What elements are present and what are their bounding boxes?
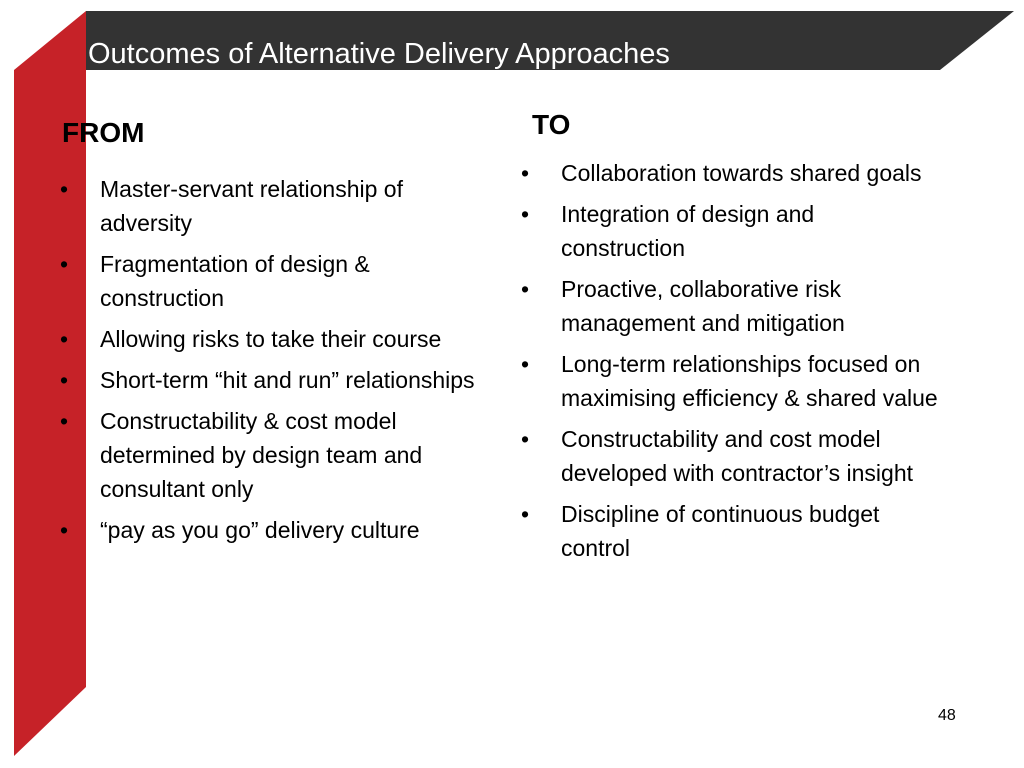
bullet-icon: • — [60, 326, 69, 352]
from-item-text: Master-servant relationship of adversity — [100, 176, 403, 236]
from-list-item — [60, 172, 480, 240]
bullet-icon: • — [60, 176, 69, 202]
to-heading: TO — [532, 109, 571, 140]
bullet-icon: • — [60, 408, 69, 434]
from-list-item — [60, 404, 480, 506]
to-list-item — [521, 272, 941, 340]
bullet-icon: • — [521, 160, 530, 186]
bullet-icon: • — [521, 351, 530, 377]
from-item-text: Fragmentation of design & construction — [100, 251, 370, 311]
to-item-text: Proactive, collaborative risk management and mitigation — [561, 276, 845, 336]
to-list-item — [521, 347, 941, 415]
to-list — [521, 156, 941, 572]
to-item-text: Discipline of continuous budget control — [561, 501, 880, 561]
page-number: 48 — [938, 707, 956, 724]
to-list-item — [521, 156, 941, 190]
to-item-text: Long-term relationships focused on maximising efficiency & shared value — [561, 351, 938, 411]
to-list-item — [521, 497, 941, 565]
bullet-icon: • — [521, 276, 530, 302]
from-heading: FROM — [62, 117, 145, 148]
bullet-icon: • — [60, 251, 69, 277]
to-list-item — [521, 197, 941, 265]
from-item-text: “pay as you go” delivery culture — [100, 517, 420, 543]
slide-title: Outcomes of Alternative Delivery Approaches — [88, 38, 670, 70]
from-list-item — [60, 322, 480, 356]
from-list — [60, 172, 480, 554]
from-item-text: Constructability & cost model determined by design team and consultant only — [100, 408, 423, 502]
bullet-icon: • — [521, 201, 530, 227]
to-item-text: Integration of design and construction — [561, 201, 815, 261]
bullet-icon: • — [60, 517, 69, 543]
from-list-item — [60, 247, 480, 315]
from-item-text: Allowing risks to take their course — [100, 326, 442, 352]
bullet-icon: • — [521, 426, 530, 452]
to-item-text: Constructability and cost model developed with contractor’s insight — [561, 426, 914, 486]
bullet-icon: • — [60, 367, 69, 393]
from-item-text: Short-term “hit and run” relationships — [100, 367, 475, 393]
from-list-item — [60, 363, 480, 397]
to-item-text: Collaboration towards shared goals — [561, 160, 922, 186]
bullet-icon: • — [521, 501, 530, 527]
from-list-item — [60, 513, 480, 547]
to-list-item — [521, 422, 941, 490]
